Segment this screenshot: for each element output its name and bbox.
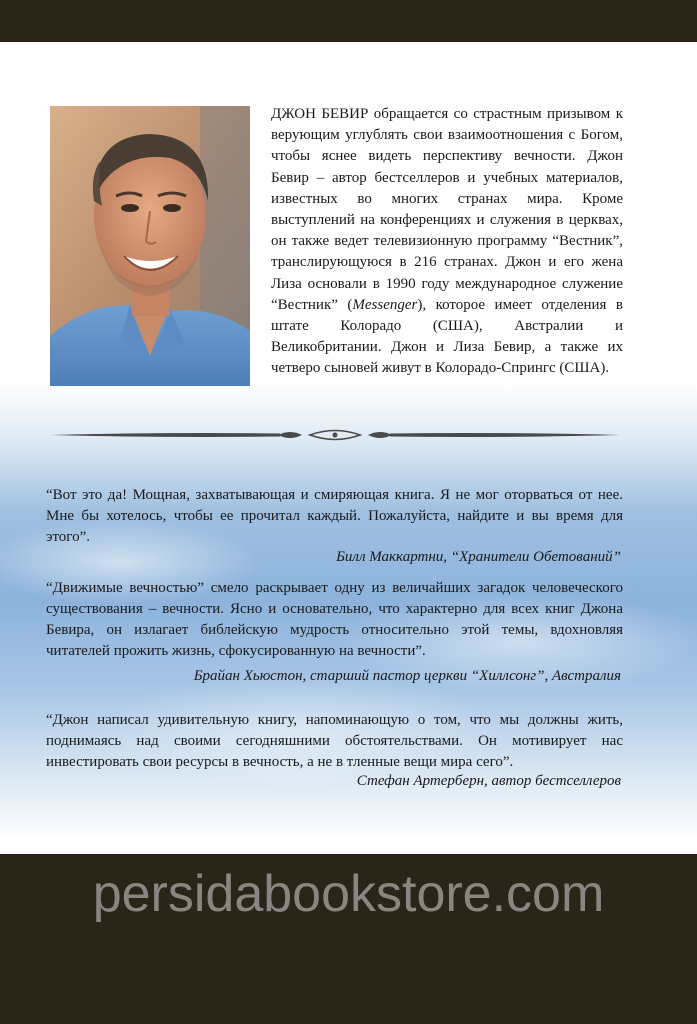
author-photo: [50, 106, 250, 386]
author-name: ДЖОН БЕВИР: [271, 106, 369, 122]
quote-attribution: Брайан Хьюстон, старший пастор церкви “Хиллсонг”, Австралия: [193, 668, 621, 684]
author-biography: [271, 104, 623, 380]
quote-text: “Движимые вечностью” смело раскрывает одну из величайших загадок человеческого существования – вечности. Ясно и основательно, что характерно для всех книг Джона Бевира, он излагает библейскую мудрость относительно этой темы, вдохновляя читателей прожить жизнь, сфокусированную на вечности”.: [46, 580, 623, 659]
author-portrait-image: [50, 106, 250, 386]
ornamental-divider: [50, 427, 620, 443]
book-back-cover: [0, 42, 697, 854]
bio-text: обращается со страстным призывом к верующим углублять свои взаимоотношения с Богом, чтобы яснее видеть перспективу вечности. Джон Бевир – автор бестселлеров и учебных материалов, известных во многих странах мира. Кроме выступлений на конференциях и служения в церквах, он также ведет телевизионную программу “Вестник”, транслирующуюся в 216 странах. Джон и его жена Лиза основали в 1990 году международное служение “Вестник” (: [271, 106, 623, 313]
quote-attribution: Билл Маккартни, “Хранители Обетований”: [336, 549, 621, 565]
quote-text: “Вот это да! Мощная, захватывающая и смиряющая книга. Я не мог оторваться от нее. Мне бы хотелось, чтобы ее прочитал каждый. Пожалуйста, найдите и вы время для этого”.: [46, 487, 623, 545]
quote-attribution: Стефан Артерберн, автор бестселлеров: [356, 773, 621, 789]
top-frame-bar: [0, 0, 697, 42]
watermark-text: persidabookstore.com: [92, 865, 605, 923]
quote-text: “Джон написал удивительную книгу, напоминающую о том, что мы должны жить, поднимаясь над своими сегодняшними обстоятельствами. Он мотивирует нас инвестировать свои ресурсы в вечность, а не в тленные вещи мира сего”.: [46, 712, 623, 770]
bio-text-end: ), которое имеет отделения в штате Колорадо (США), Австралии и Великобритании. Джон и Лиза Бевир, а также их четверо сыновей живут в Колорадо-Спрингс (США).: [271, 296, 623, 377]
bio-messenger: Messenger: [352, 296, 418, 313]
